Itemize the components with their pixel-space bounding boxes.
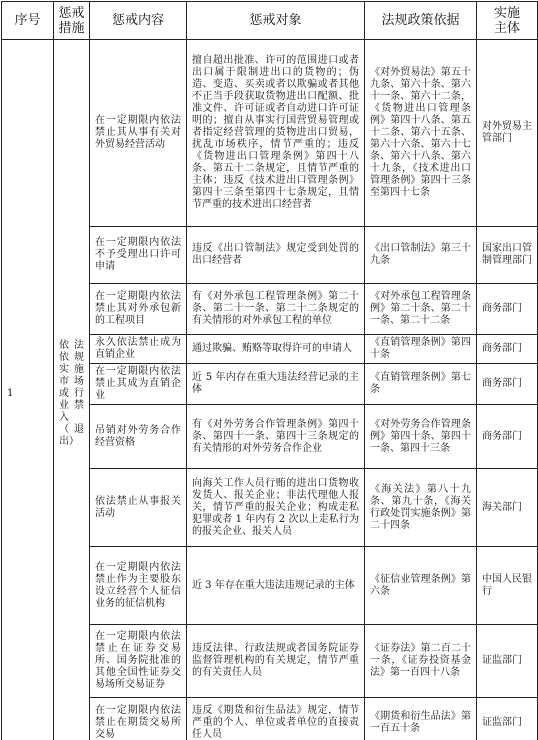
sanctions-table bbox=[1, 1, 538, 740]
authority-cell: 证监部门 bbox=[477, 698, 538, 740]
target-cell: 有《对外劳务合作管理条例》第四十条、第四十一条、第四十三条规定的有关情形的对外劳务合作企业 bbox=[187, 405, 365, 469]
header-basis: 法规政策依据 bbox=[365, 2, 477, 40]
content-cell: 在一定期限内依法禁止作为主要股东设立经营个人征信业务的征信机构 bbox=[90, 547, 187, 625]
authority-cell: 中国人民银行 bbox=[477, 547, 538, 625]
target-cell: 违反《出口管制法》规定受到处罚的出口经营者 bbox=[187, 227, 365, 284]
content-cell: 在一定期限内依法禁止在期货交易所交易 bbox=[90, 698, 187, 740]
authority-cell: 商务部门 bbox=[477, 335, 538, 364]
authority-cell: 商务部门 bbox=[477, 405, 538, 469]
authority-cell: 国家出口管制管理部门 bbox=[477, 227, 538, 284]
content-cell: 在一定期限内依法禁止其成为直销企业 bbox=[90, 364, 187, 405]
basis-cell: 《对外劳务合作管理条例》第四十条、第四十一条、第四十三条 bbox=[365, 405, 477, 469]
basis-cell: 《证券法》第二百二十一条，《证券投资基金法》第一百四十八条 bbox=[365, 625, 477, 698]
authority-cell: 证监部门 bbox=[477, 625, 538, 698]
basis-cell: 《直销管理条例》第四十条 bbox=[365, 335, 477, 364]
basis-cell: 《征信业管理条例》第六条 bbox=[365, 547, 477, 625]
target-cell: 擅自超出批准、许可的范围进口或者出口属于限制进出口的货物的；伪造、变造、买卖或者以欺骗或者其他不正当手段获取货物进出口配额、批准文件、许可证或者自动进口许可证明的；擅自从事实行国营贸易管理或者指定经营管理的货物进出口贸易，扰乱市场秩序，情节严重的；违反《货物进出口管理条例》第四十八条、第五十二条规定，且情节严重的主体；违反《技术进出口管理条例》第四十三条至第四十七条规定，且情节严重的技术进出口经营者 bbox=[187, 40, 365, 227]
basis-cell: 《海关法》第八十九条、第九十条，《海关行政处罚实施条例》第二十四条 bbox=[365, 469, 477, 547]
target-cell: 有《对外承包工程管理条例》第二十条、第二十一条、第二十二条规定的有关情形的对外承包工程的单位 bbox=[187, 284, 365, 335]
target-cell: 违反法律、行政法规或者国务院证券监督管理机构的有关规定，情节严重的有关责任人员 bbox=[187, 625, 365, 698]
header-content: 惩戒内容 bbox=[90, 2, 187, 40]
header-target: 惩戒对象 bbox=[187, 2, 365, 40]
authority-cell: 商务部门 bbox=[477, 364, 538, 405]
basis-cell: 《期货和衍生品法》第一百五十条 bbox=[365, 698, 477, 740]
basis-cell: 《出口管制法》第三十九条 bbox=[365, 227, 477, 284]
target-cell: 通过欺骗、贿赂等取得许可的申请人 bbox=[187, 335, 365, 364]
header-authority bbox=[477, 2, 538, 40]
content-cell: 吊销对外劳务合作经营资格 bbox=[90, 405, 187, 469]
content-cell: 依法禁止从事报关活动 bbox=[90, 469, 187, 547]
authority-cell: 对外贸易主管部门 bbox=[477, 40, 538, 227]
basis-cell: 《对外承包工程管理条例》第二十条、第二十一条、第二十二条 bbox=[365, 284, 477, 335]
content-cell: 在一定期限内依法不予受理出口许可申请 bbox=[90, 227, 187, 284]
header-row bbox=[2, 2, 538, 40]
header-measure: 惩戒措施 bbox=[54, 2, 90, 40]
header-index: 序号 bbox=[2, 2, 54, 40]
content-cell: 在一定期限内依法禁止在证券交易所、国务院批准的其他全国性证券交易场所交易证券 bbox=[90, 625, 187, 698]
content-cell: 在一定期限内依法禁止其从事有关对外贸易经营活动 bbox=[90, 40, 187, 227]
header-authority-label: 实施主体 bbox=[493, 5, 520, 36]
table-row bbox=[2, 40, 538, 227]
basis-cell: 《对外贸易法》第五十九条、第六十条、第六十一条、第六十二条，《货物进出口管理条例》第四十八条、第五十二条、第六十五条、第六十六条、第六十七条、第六十八条、第六十九条，《技术进出口管理条例》第四十三条至第四十七条 bbox=[365, 40, 477, 227]
content-cell: 永久依法禁止成为直销企业 bbox=[90, 335, 187, 364]
measure-cell: 依法依规实施市场或行业禁入（退出） bbox=[54, 40, 90, 740]
target-cell: 向海关工作人员行贿的进出口货物收发货人、报关企业；非法代理他人报关，情节严重的报关企业；构成走私犯罪或者 1 年内有 2 次以上走私行为的报关企业、报关人员 bbox=[187, 469, 365, 547]
authority-cell: 海关部门 bbox=[477, 469, 538, 547]
target-cell: 近 3 年存在重大违法违规记录的主体 bbox=[187, 547, 365, 625]
target-cell: 违反《期货和衍生品法》规定，情节严重的个人、单位或者单位的直接责任人员 bbox=[187, 698, 365, 740]
basis-cell: 《直销管理条例》第七条 bbox=[365, 364, 477, 405]
authority-cell: 商务部门 bbox=[477, 284, 538, 335]
target-cell: 近 5 年内存在重大违法经营记录的主体 bbox=[187, 364, 365, 405]
content-cell: 在一定期限内依法禁止其对外承包新的工程项目 bbox=[90, 284, 187, 335]
index-cell: 1 bbox=[2, 40, 54, 740]
